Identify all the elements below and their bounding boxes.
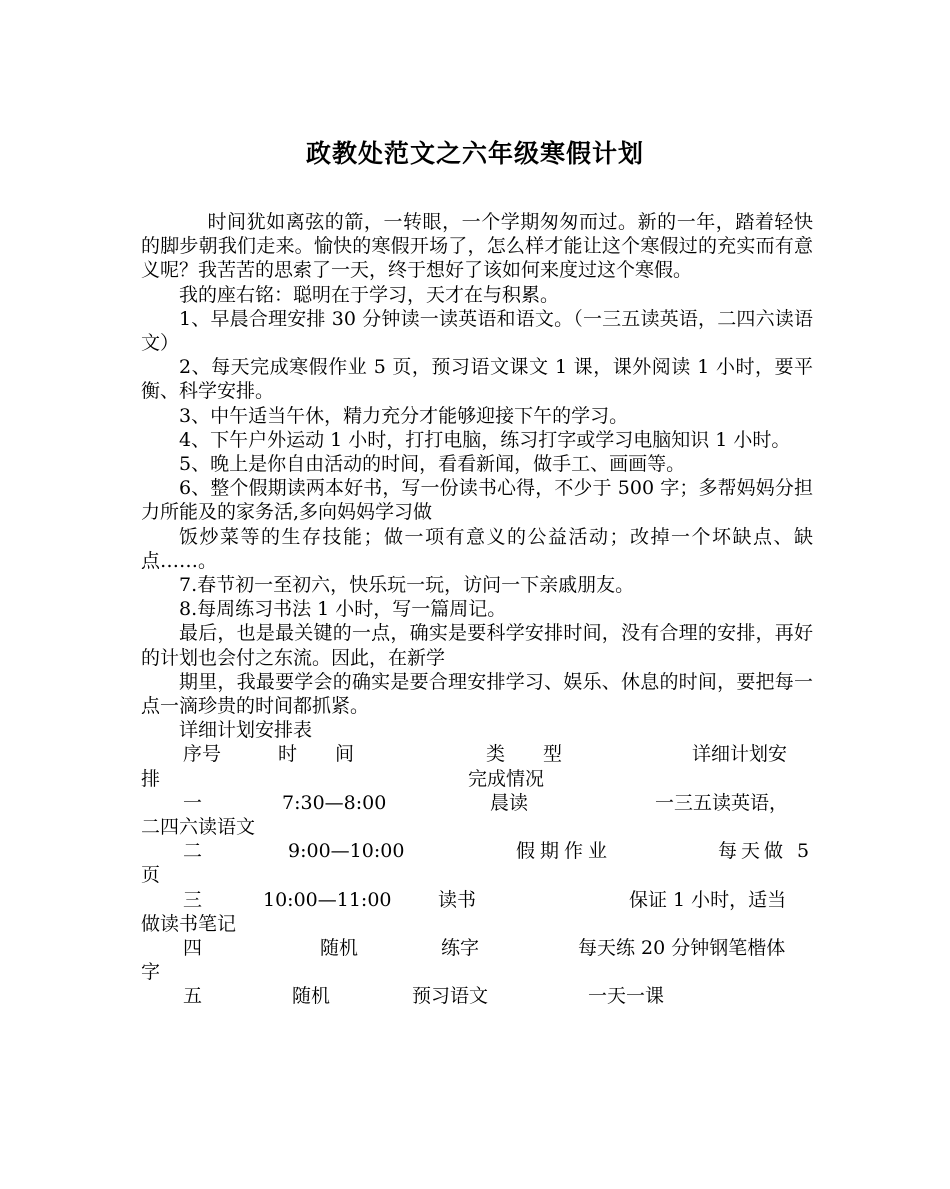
row-detail: 一三五读英语， bbox=[655, 791, 789, 814]
row-time: 随机 bbox=[292, 985, 331, 1008]
row-detail: 保证 1 小时，适当 bbox=[629, 888, 787, 911]
row-seq: 二 bbox=[183, 840, 203, 863]
table-row bbox=[141, 984, 813, 1008]
row-type: 读书 bbox=[438, 888, 477, 911]
row-time: 随机 bbox=[320, 937, 359, 960]
row-detail-wrap: 字 bbox=[141, 961, 161, 984]
row-type: 假期作业 bbox=[516, 840, 613, 863]
row-type: 晨读 bbox=[490, 791, 529, 814]
table-row bbox=[141, 839, 813, 887]
paragraph-item-1: 1、早晨合理安排 30 分钟读一读英语和语文。（一三五读英语，二四六读语文） bbox=[141, 307, 813, 355]
paragraph-conclusion: 最后，也是最关键的一点，确实是要科学安排时间，没有合理的安排，再好的计划也会付之东流。因此，在新学 bbox=[141, 622, 813, 669]
table-header-row bbox=[141, 742, 813, 790]
row-time: 7:30—8:00 bbox=[282, 791, 387, 814]
row-detail: 一天一课 bbox=[588, 985, 665, 1008]
header-detail-wrap: 排 bbox=[141, 767, 161, 790]
paragraph-conclusion-continued: 期里，我最要学会的确实是要合理安排学习、娱乐、休息的时间，要把每一点一滴珍贵的时间都抓紧。 bbox=[141, 670, 813, 718]
row-seq: 四 bbox=[183, 937, 203, 960]
header-time: 时 间 bbox=[278, 743, 355, 766]
paragraph-intro: 时间犹如离弦的箭，一转眼，一个学期匆匆而过。新的一年，踏着轻快的脚步朝我们走来。愉快的寒假开场了，怎么样才能让这个寒假过的充实而有意义呢？我苦苦的思索了一天，终于想好了该如何来度过这个寒假。 bbox=[141, 211, 813, 282]
paragraph-item-4: 4、下午户外运动 1 小时，打打电脑，练习打字或学习电脑知识 1 小时。 bbox=[179, 428, 791, 451]
row-type: 练字 bbox=[441, 937, 480, 960]
row-detail: 每天练 20 分钟钢笔楷体 bbox=[578, 937, 786, 960]
row-time: 10:00—11:00 bbox=[263, 888, 392, 911]
row-seq: 三 bbox=[183, 888, 203, 911]
paragraph-motto: 我的座右铭：聪明在于学习，天才在与积累。 bbox=[179, 283, 560, 306]
header-detail: 详细计划安 bbox=[692, 743, 788, 766]
paragraph-item-8: 8.每周练习书法 1 小时，写一篇周记。 bbox=[179, 598, 507, 621]
table-row bbox=[141, 888, 813, 936]
header-status: 完成情况 bbox=[468, 767, 545, 790]
row-type: 预习语文 bbox=[412, 985, 489, 1008]
table-row bbox=[141, 791, 813, 839]
row-detail-wrap: 做读书笔记 bbox=[141, 912, 237, 935]
row-seq: 五 bbox=[183, 985, 203, 1008]
paragraph-item-3: 3、中午适当午休，精力充分才能够迎接下午的学习。 bbox=[179, 404, 629, 427]
row-detail: 每天做 5 bbox=[718, 840, 814, 863]
document-title: 政教处范文之六年级寒假计划 bbox=[305, 139, 644, 168]
paragraph-item-6-continued: 饭炒菜等的生存技能；做一项有意义的公益活动；改掉一个坏缺点、缺点……。 bbox=[141, 525, 813, 572]
paragraph-item-2: 2、每天完成寒假作业 5 页，预习语文课文 1 课，课外阅读 1 小时，要平衡、科学安排。 bbox=[141, 356, 813, 403]
paragraph-item-6: 6、整个假期读两本好书，写一份读书心得，不少于 500 字；多帮妈妈分担力所能及的家务活,多向妈妈学习做 bbox=[141, 477, 813, 524]
header-seq: 序号 bbox=[183, 743, 222, 766]
row-detail-wrap: 页 bbox=[141, 864, 161, 887]
paragraph-item-7: 7.春节初一至初六，快乐玩一玩，访问一下亲戚朋友。 bbox=[179, 574, 635, 597]
table-row bbox=[141, 936, 813, 984]
row-detail-wrap: 二四六读语文 bbox=[141, 816, 256, 839]
row-time: 9:00—10:00 bbox=[288, 840, 405, 863]
row-seq: 一 bbox=[183, 791, 203, 814]
paragraph-item-5: 5、晚上是你自由活动的时间，看看新闻，做手工、画画等。 bbox=[179, 453, 686, 476]
document-body bbox=[141, 210, 813, 1009]
table-caption: 详细计划安排表 bbox=[179, 719, 313, 742]
header-type: 类 型 bbox=[486, 743, 563, 766]
